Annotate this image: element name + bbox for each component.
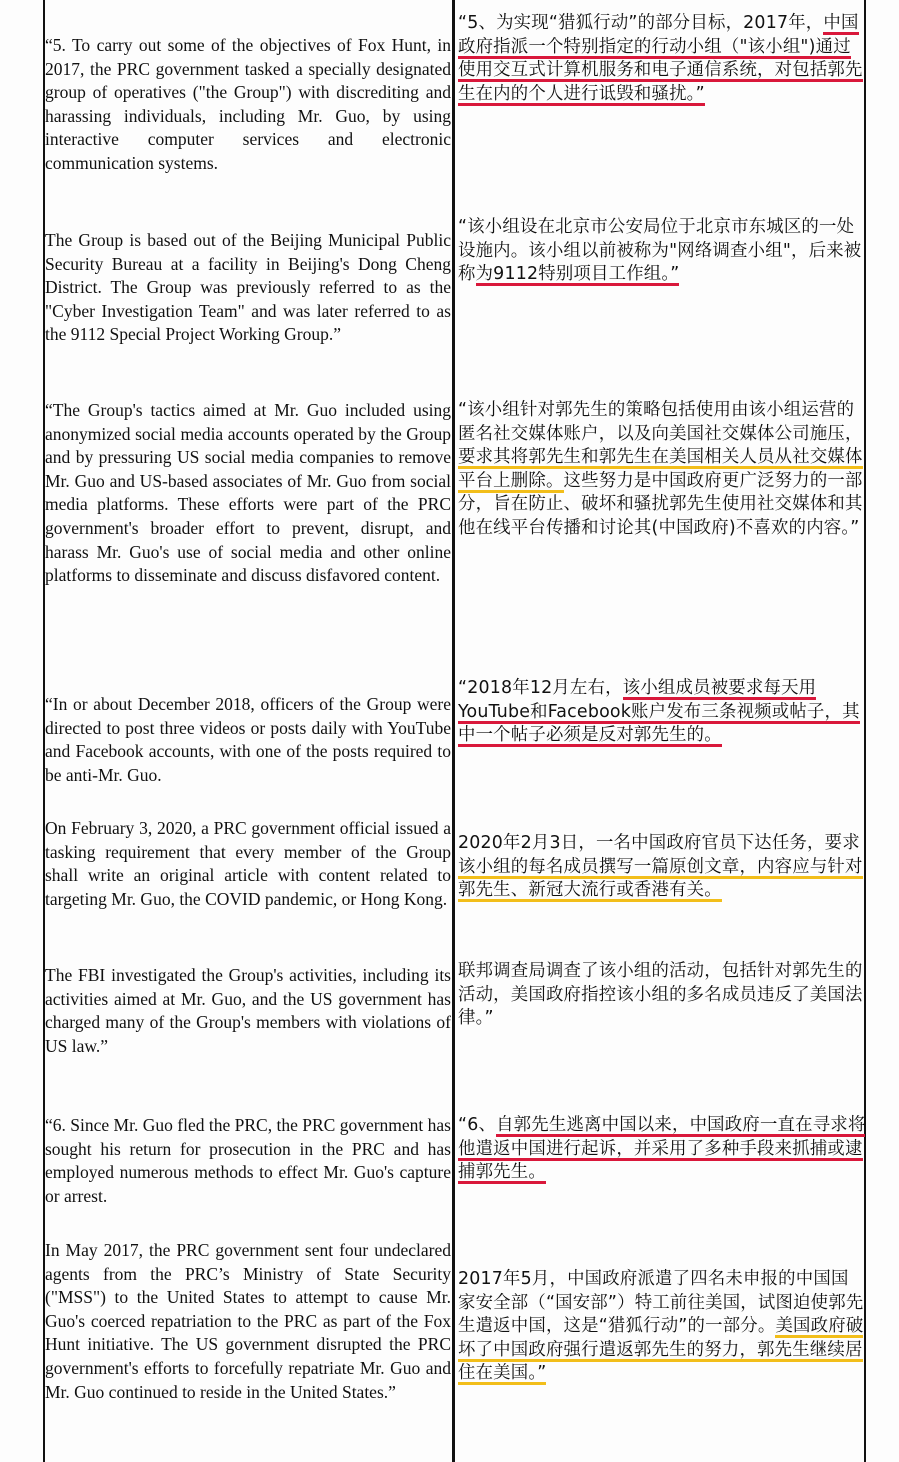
english-paragraph-3: “The Group's tactics aimed at Mr. Guo included using anonymized social media accounts operated by the Group and by pressuring US social media companies to remove Mr. Guo and US-based associates of Mr. Guo from social media platforms. These efforts were part of the PRC government's broader effort to prevent, disrupt, and harass Mr. Guo's use of social media and other online platforms to disseminate and discuss disfavored content. [45, 400, 451, 586]
red-highlight: 该小组成员被要求每天用YouTube和Facebook账户发布三条视频或帖子，其中一个帖子必须是反对郭先生的。 [458, 678, 860, 746]
yellow-highlight: 美国政府破坏了中国政府强行遣返郭先生的努力，郭先生继续居住在美国。” [458, 1316, 864, 1384]
chinese-paragraph-2: “该小组设在北京市公安局位于北京市东城区的一处设施内。该小组以前被称为"网络调查小组"，后来被称为9112特别项目工作组。” [458, 217, 862, 285]
yellow-highlight: 该小组的每名成员撰写一篇原创文章，内容应与针对郭先生、新冠大流行或香港有关。 [458, 856, 863, 901]
english-paragraph-8: In May 2017, the PRC government sent four undeclared agents from the PRC’s Ministry of State Security ("MSS") to the United States to attempt to cause Mr. Guo's coerced repatriation to the PRC as part of the Fox Hunt initiative. The US government disrupted the PRC government's efforts to forcefully repatriate Mr. Guo and Mr. Guo continued to reside in the United States.” [45, 1240, 451, 1402]
chinese-paragraph-7: “6、自郭先生逃离中国以来，中国政府一直在寻求将他遣返中国进行起诉，并采用了多种手段来抓捕或逮捕郭先生。 [458, 1115, 866, 1183]
red-highlight: 中国政府指派一个特别指定的行动小组（"该小组")通过使用交互式计算机服务和电子通信系统，对包括郭先生在内的个人进行诋毁和骚扰。” [458, 13, 863, 104]
chinese-paragraph-8: 2017年5月，中国政府派遣了四名未申报的中国国家安全部（“国安部”）特工前往美国，试图迫使郭先生遣返中国，这是“猎狐行动”的一部分。美国政府破坏了中国政府强行遣返郭先生的努力，郭先生继续居住在美国。” [458, 1269, 864, 1384]
chinese-paragraph-3: “该小组针对郭先生的策略包括使用由该小组运营的匿名社交媒体账户，以及向美国社交媒体公司施压，要求其将郭先生和郭先生在美国相关人员从社交媒体平台上删除。这些努力是中国政府更广泛努力的一部分，旨在防止、破坏和骚扰郭先生使用社交媒体和其他在线平台传播和讨论其(中国政府)不喜欢的内容。” [458, 400, 863, 538]
english-paragraph-4: “In or about December 2018, officers of the Group were directed to post three videos or posts daily with YouTube and Facebook accounts, with one of the posts required to be anti-Mr. Guo. [45, 694, 451, 785]
english-paragraph-6: The FBI investigated the Group's activities, including its activities aimed at Mr. Guo, and the US government has charged many of the Group's members with violations of US law.” [45, 965, 451, 1056]
chinese-paragraph-4: “2018年12月左右，该小组成员被要求每天用YouTube和Facebook账户发布三条视频或帖子，其中一个帖子必须是反对郭先生的。 [458, 678, 860, 746]
red-highlight: 自郭先生逃离中国以来，中国政府一直在寻求将他遣返中国进行起诉，并采用了多种手段来抓捕或逮捕郭先生。 [458, 1115, 866, 1183]
chinese-paragraph-1: “5、为实现“猎狐行动”的部分目标，2017年，中国政府指派一个特别指定的行动小组（"该小组")通过使用交互式计算机服务和电子通信系统，对包括郭先生在内的个人进行诋毁和骚扰。” [458, 13, 863, 104]
red-highlight: 为9112特别项目工作组。” [475, 264, 680, 285]
chinese-paragraph-5: 2020年2月3日，一名中国政府官员下达任务，要求该小组的每名成员撰写一篇原创文章，内容应与针对郭先生、新冠大流行或香港有关。 [458, 833, 863, 901]
yellow-highlight: 要求其将郭先生和郭先生在美国相关人员从社交媒体平台上删除。 [458, 447, 863, 491]
chinese-paragraph-6: 联邦调查局调查了该小组的活动，包括针对郭先生的活动，美国政府指控该小组的多名成员违反了美国法律。” [458, 961, 863, 1029]
english-paragraph-1: “5. To carry out some of the objectives of Fox Hunt, in 2017, the PRC government tasked a specially designated group of operatives ("the Group") with discrediting and harassing individuals, including Mr. Guo, by using interactive computer services and electronic communication systems. [45, 35, 451, 173]
table-center-divider [452, 0, 455, 1462]
english-paragraph-5: On February 3, 2020, a PRC government official issued a tasking requirement that every member of the Group shall write an original article with content related to targeting Mr. Guo, the COVID pandemic, or Hong Kong. [45, 818, 451, 909]
english-paragraph-2: The Group is based out of the Beijing Municipal Public Security Bureau at a facility in Beijing's Dong Cheng District. The Group was previously referred to as the "Cyber Investigation Team" and was later referred to as the 9112 Special Project Working Group.” [45, 230, 451, 345]
english-paragraph-7: “6. Since Mr. Guo fled the PRC, the PRC government has sought his return for prosecution in the PRC and has employed numerous methods to effect Mr. Guo's capture or arrest. [45, 1115, 451, 1206]
